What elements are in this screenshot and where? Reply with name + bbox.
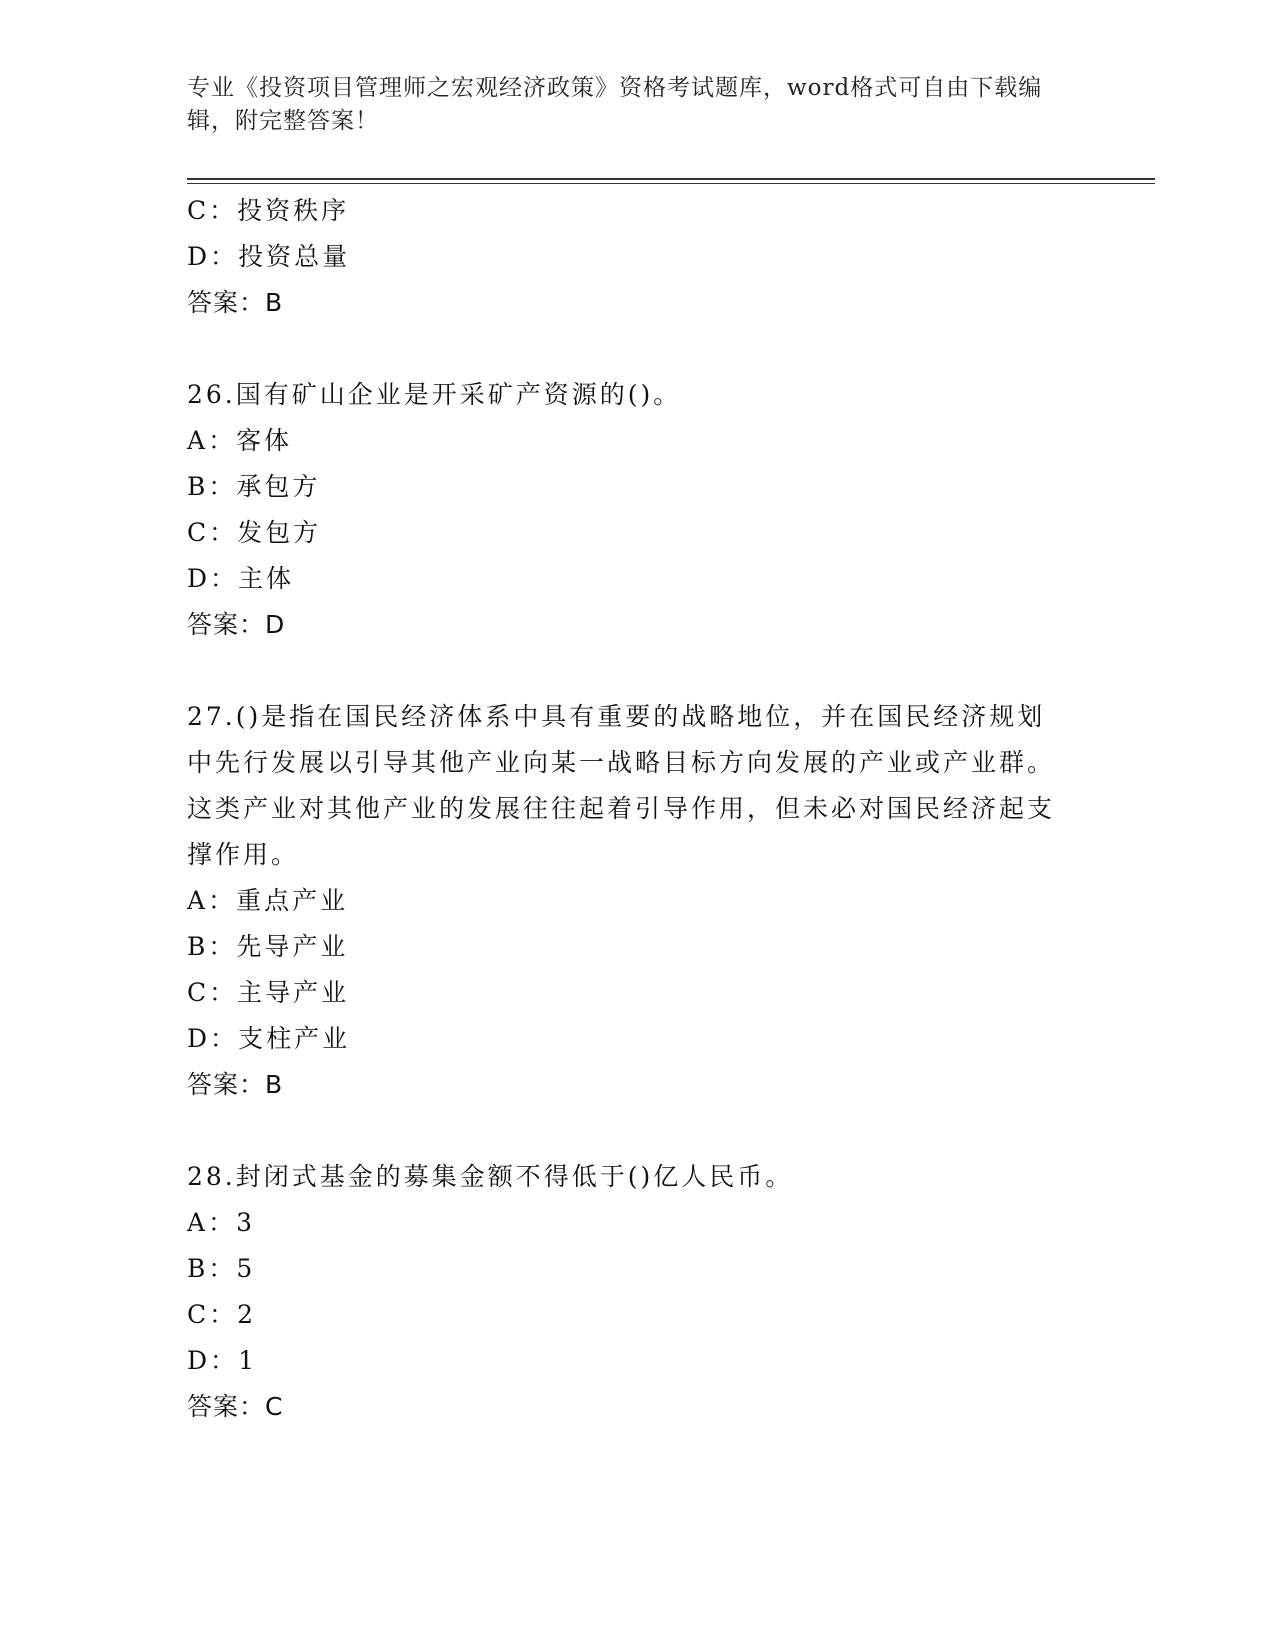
header-divider (187, 178, 1155, 184)
option-a (187, 878, 1087, 924)
option-text: 重点产业 (236, 886, 349, 915)
option-text: 1 (238, 1346, 257, 1375)
option-text: 投资秩序 (237, 196, 350, 225)
question-number: 28. (187, 1162, 236, 1191)
question-text: 封闭式基金的募集金额不得低于()亿人民币。 (235, 1162, 794, 1191)
option-letter: A (187, 1208, 209, 1237)
option-text: 主体 (238, 564, 295, 593)
question-text: 国有矿山企业是开采矿产资源的()。 (235, 380, 682, 409)
option-letter: D (187, 242, 211, 271)
answer-value: B (265, 288, 284, 317)
answer-line (187, 1384, 1087, 1430)
option-separator: ： (210, 1346, 239, 1375)
option-text: 发包方 (237, 518, 322, 547)
option-letter: B (187, 932, 209, 961)
option-separator: ： (208, 1254, 237, 1283)
option-c (187, 188, 1087, 234)
option-separator: ： (208, 1208, 237, 1237)
option-text: 先导产业 (236, 932, 349, 961)
answer-label: 答案： (187, 288, 266, 317)
option-c (187, 510, 1087, 556)
question-number: 27. (187, 702, 236, 731)
option-b (187, 924, 1087, 970)
option-separator: ： (209, 978, 238, 1007)
question-stem (187, 694, 1067, 878)
option-letter: C (187, 518, 210, 547)
answer-line (187, 1062, 1087, 1108)
option-text: 投资总量 (238, 242, 351, 271)
option-b (187, 1246, 1087, 1292)
option-c (187, 970, 1087, 1016)
option-letter: A (187, 426, 209, 455)
option-separator: ： (208, 886, 237, 915)
option-text: 2 (237, 1300, 257, 1329)
answer-value: C (265, 1392, 284, 1421)
option-separator: ： (209, 196, 238, 225)
answer-value: D (265, 610, 286, 639)
header-title: 专业《投资项目管理师之宏观经济政策》资格考试题库，word格式可自由下载编辑，附完整答案！ (187, 75, 1043, 134)
question-list (187, 188, 1087, 1430)
option-letter: C (187, 196, 210, 225)
answer-label: 答案： (187, 1392, 266, 1421)
question-number: 26. (187, 380, 236, 409)
option-separator: ： (209, 518, 238, 547)
option-separator: ： (208, 932, 237, 961)
option-letter: B (187, 472, 209, 501)
option-d (187, 556, 1087, 602)
answer-label: 答案： (187, 610, 266, 639)
option-letter: A (187, 886, 209, 915)
option-separator: ： (210, 564, 239, 593)
option-text: 3 (236, 1208, 255, 1237)
option-a (187, 418, 1087, 464)
option-b (187, 464, 1087, 510)
answer-label: 答案： (187, 1070, 266, 1099)
question-stem (187, 372, 1067, 418)
option-separator: ： (209, 1300, 238, 1329)
option-letter: C (187, 1300, 210, 1329)
option-letter: B (187, 1254, 209, 1283)
question-text: ()是指在国民经济体系中具有重要的战略地位，并在国民经济规划中先行发展以引导其他产业向某一战略目标方向发展的产业或产业群。这类产业对其他产业的发展往往起着引导作用，但未必对国民经济起支撑作用。 (187, 702, 1056, 869)
option-text: 5 (236, 1254, 256, 1283)
question-block-27 (187, 694, 1087, 1108)
option-text: 客体 (236, 426, 293, 455)
option-letter: C (187, 978, 210, 1007)
option-c (187, 1292, 1087, 1338)
option-letter: D (187, 1346, 211, 1375)
option-separator: ： (210, 242, 239, 271)
option-letter: D (187, 564, 211, 593)
question-stem (187, 1154, 1067, 1200)
option-separator: ： (208, 426, 237, 455)
option-letter: D (187, 1024, 211, 1053)
option-separator: ： (208, 472, 237, 501)
option-d (187, 234, 1087, 280)
option-text: 支柱产业 (238, 1024, 351, 1053)
answer-line (187, 280, 1087, 326)
question-block-prev (187, 188, 1087, 326)
option-text: 承包方 (236, 472, 321, 501)
answer-value: B (265, 1070, 284, 1099)
option-a (187, 1200, 1087, 1246)
option-d (187, 1338, 1087, 1384)
option-text: 主导产业 (237, 978, 350, 1007)
option-d (187, 1016, 1087, 1062)
question-block-26 (187, 372, 1087, 648)
page-header (187, 72, 1067, 138)
option-separator: ： (210, 1024, 239, 1053)
answer-line (187, 602, 1087, 648)
question-block-28 (187, 1154, 1087, 1430)
